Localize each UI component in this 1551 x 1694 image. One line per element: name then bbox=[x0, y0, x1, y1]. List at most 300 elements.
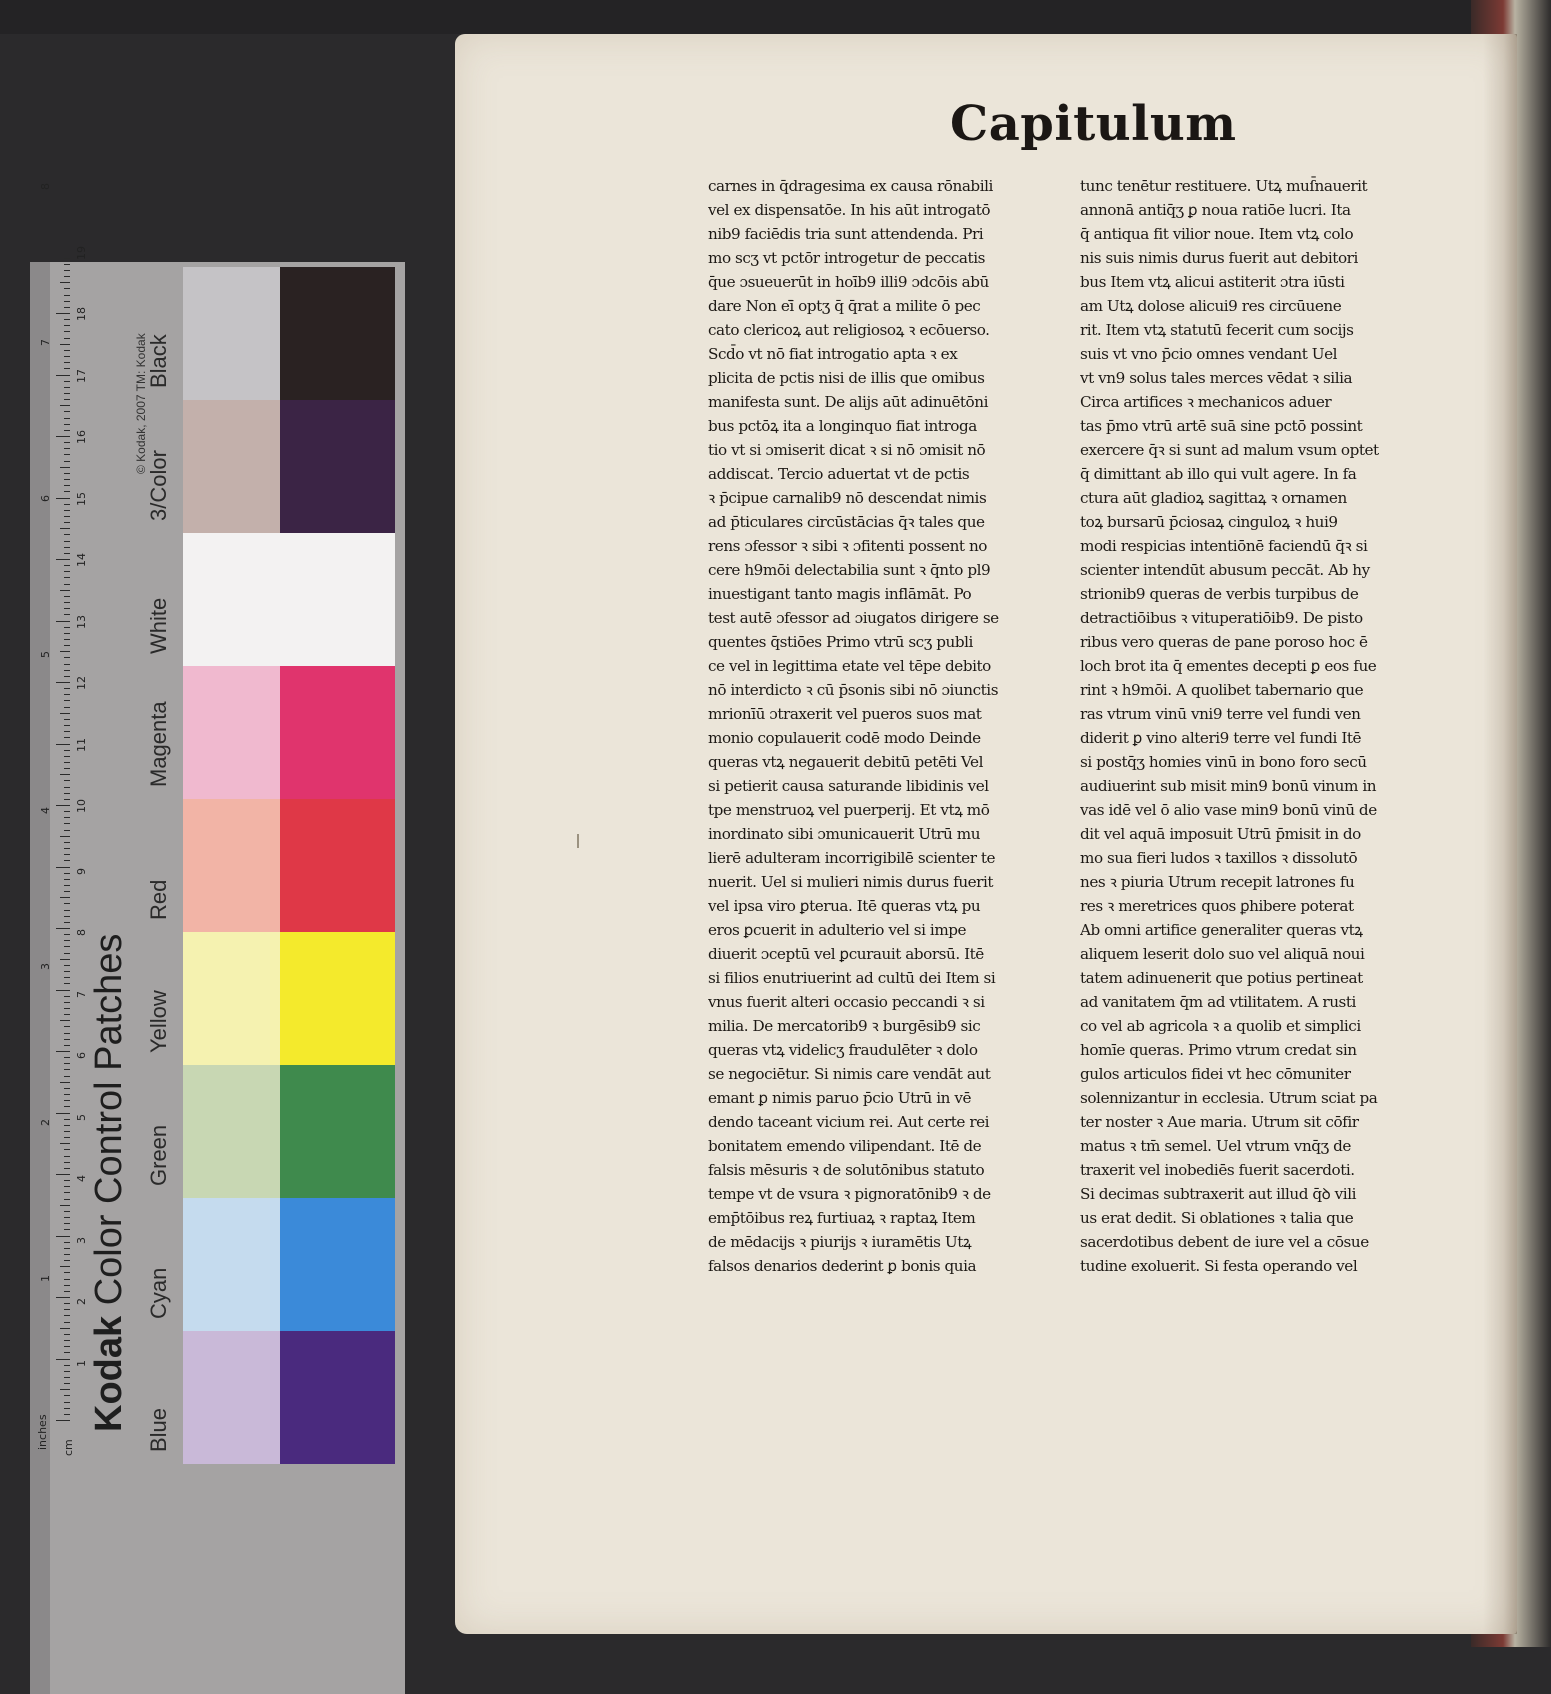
ruler-inch-number: 6 bbox=[39, 495, 52, 502]
ruler-tick bbox=[64, 1248, 70, 1249]
ruler-tick bbox=[64, 547, 70, 548]
ruler-tick bbox=[64, 442, 70, 443]
text-line: ce vel in legittima etate vel tēpe debito bbox=[708, 657, 991, 675]
ruler-tick bbox=[64, 565, 70, 566]
ruler-cm-number: 1 bbox=[75, 1359, 88, 1367]
ruler-tick bbox=[64, 1192, 70, 1193]
ruler-tick bbox=[64, 1137, 70, 1138]
ruler-tick bbox=[64, 854, 70, 855]
ruler-tick bbox=[64, 627, 70, 628]
text-line: modi respicias intentiōnē faciendū q̄ꝛ si bbox=[1080, 537, 1368, 555]
patch-label: Blue bbox=[146, 1407, 171, 1452]
ruler-tick bbox=[60, 344, 70, 345]
ruler-tick bbox=[64, 301, 70, 302]
ruler-tick bbox=[64, 430, 70, 431]
ruler-tick bbox=[64, 596, 70, 597]
patch-label: Red bbox=[146, 879, 171, 920]
color-patch-light bbox=[183, 1065, 280, 1198]
ruler-tick bbox=[64, 768, 70, 769]
ruler-tick bbox=[64, 577, 70, 578]
ruler-tick bbox=[64, 1008, 70, 1009]
text-line: q̄ue ɔsueuerūt in hoīb9 illi9 ɔdcōis abū bbox=[708, 273, 989, 291]
text-line: rint ꝛ h9mōi. A quolibet tabernario que bbox=[1080, 681, 1364, 699]
ruler-tick bbox=[60, 713, 70, 714]
ruler-tick bbox=[64, 522, 70, 523]
ruler-tick bbox=[64, 910, 70, 911]
text-line: falsos denarios dederint ꝑ bonis quia bbox=[708, 1257, 977, 1275]
ruler-tick bbox=[64, 258, 70, 259]
text-line: diuerit ɔceptū vel ꝑcurauit aborsū. Itē bbox=[708, 945, 984, 963]
ruler-tick bbox=[64, 614, 70, 615]
ruler-tick bbox=[56, 1359, 70, 1360]
ruler-tick bbox=[64, 780, 70, 781]
ruler-tick bbox=[60, 1143, 70, 1144]
text-line: mo sua fieri ludos ꝛ taxillos ꝛ dissolutō bbox=[1080, 849, 1358, 867]
text-line: Ab omni artifice generaliter queras vtꝝ bbox=[1080, 921, 1363, 939]
ruler-tick bbox=[56, 498, 70, 499]
ruler-tick bbox=[64, 387, 70, 388]
ruler-inch-number: 4 bbox=[39, 807, 52, 814]
ruler-tick bbox=[64, 1408, 70, 1409]
ruler-tick bbox=[64, 787, 70, 788]
ruler-tick bbox=[64, 1334, 70, 1335]
ruler-tick bbox=[64, 295, 70, 296]
ruler-tick bbox=[64, 1279, 70, 1280]
text-line: q̄ antiqua fit vilior noue. Item vtꝝ colo bbox=[1080, 225, 1354, 243]
ruler-tick bbox=[64, 953, 70, 954]
ruler-tick bbox=[64, 1242, 70, 1243]
ruler-tick bbox=[56, 1174, 70, 1175]
color-patch-dark bbox=[280, 1198, 395, 1331]
ruler-cm-number: 17 bbox=[75, 368, 88, 383]
ruler-tick bbox=[56, 867, 70, 868]
kodak-brand-label: Kodak Color Control Patches bbox=[88, 933, 130, 1432]
color-patch-light bbox=[183, 533, 280, 666]
text-line: nis suis nimis durus fuerit aut debitori bbox=[1080, 249, 1358, 267]
text-line: res ꝛ meretrices quos ꝑhibere poterat bbox=[1080, 897, 1354, 915]
ruler-cm-number: 19 bbox=[75, 245, 88, 260]
ruler-cm-number: 3 bbox=[75, 1236, 88, 1244]
text-line: gulos articulos fidei vt hec cōmuniter bbox=[1080, 1065, 1351, 1083]
text-line: tempe vt de vsura ꝛ pignoratōnib9 ꝛ de bbox=[708, 1185, 991, 1203]
ruler-tick bbox=[64, 940, 70, 941]
ruler-tick bbox=[60, 774, 70, 775]
ruler-inch-number: 8 bbox=[39, 183, 52, 190]
ruler-tick bbox=[64, 719, 70, 720]
ruler-tick bbox=[64, 996, 70, 997]
kodak-copyright: © Kodak, 2007 TM: Kodak bbox=[134, 333, 148, 474]
patch-label: Black bbox=[146, 334, 171, 388]
text-line: emp̄tōibus reꝝ furtiuaꝝ ꝛ raptaꝝ Item bbox=[708, 1209, 976, 1227]
ruler-tick bbox=[64, 1106, 70, 1107]
text-line: inordinato sibi ɔmunicauerit Utrū mu bbox=[708, 825, 981, 843]
text-line: loch brot ita q̄ ementes decepti ꝑ eos fue bbox=[1080, 657, 1377, 675]
ruler-cm-number: 5 bbox=[75, 1113, 88, 1121]
text-line: manifesta sunt. De alijs aūt adinuētōni bbox=[708, 393, 988, 411]
ruler-tick bbox=[64, 338, 70, 339]
text-line: Scd̄o vt nō fiat introgatio apta ꝛ ex bbox=[708, 345, 958, 363]
ruler-tick bbox=[56, 621, 70, 622]
ruler-tick bbox=[64, 1309, 70, 1310]
ruler-inch-number: 7 bbox=[39, 339, 52, 346]
ruler-tick bbox=[64, 461, 70, 462]
color-patch-light bbox=[183, 1198, 280, 1331]
text-line: bonitatem emendo vilipendant. Itē de bbox=[708, 1137, 982, 1155]
ruler-tick bbox=[64, 1303, 70, 1304]
ruler-tick bbox=[60, 282, 70, 283]
ruler-cm-number: 14 bbox=[75, 553, 88, 567]
ruler-tick bbox=[64, 1045, 70, 1046]
text-line: plicita de pctis nisi de illis que omibus bbox=[708, 369, 985, 387]
ruler-tick bbox=[56, 1420, 70, 1421]
ruler-tick bbox=[64, 688, 70, 689]
ruler-tick bbox=[64, 1125, 70, 1126]
ruler-tick bbox=[64, 1371, 70, 1372]
text-line: monio copulauerit codē modo Deinde bbox=[708, 729, 981, 747]
ruler-tick bbox=[64, 381, 70, 382]
text-line: de mēdacijs ꝛ piurijs ꝛ iuramētis Utꝝ bbox=[708, 1233, 972, 1251]
ruler-tick bbox=[64, 608, 70, 609]
ruler-tick bbox=[64, 504, 70, 505]
text-line: ter noster ꝛ Aue maria. Utrum sit cōfir bbox=[1080, 1113, 1359, 1131]
ruler-tick bbox=[56, 1051, 70, 1052]
ruler-tick bbox=[56, 375, 70, 376]
ruler-tick bbox=[64, 1383, 70, 1384]
text-line: dit vel aquā imposuit Utrū p̄misit in do bbox=[1080, 825, 1361, 843]
ruler-tick bbox=[64, 676, 70, 677]
left-text-column bbox=[708, 174, 1060, 1278]
ruler-tick bbox=[64, 1026, 70, 1027]
ruler-tick bbox=[64, 319, 70, 320]
ruler-tick bbox=[64, 288, 70, 289]
text-line: exercere q̄ꝛ si sunt ad malum vsum optet bbox=[1080, 441, 1379, 459]
color-patch-dark bbox=[280, 267, 395, 400]
ruler-cm-number: 13 bbox=[75, 614, 88, 629]
ruler-tick bbox=[64, 891, 70, 892]
ruler-tick bbox=[64, 1156, 70, 1157]
ruler-tick bbox=[64, 270, 70, 271]
text-line: mo scʒ vt pctōr introgetur de peccatis bbox=[708, 249, 985, 267]
patch-label: Cyan bbox=[146, 1267, 171, 1319]
ruler-tick bbox=[64, 356, 70, 357]
ruler-tick bbox=[64, 879, 70, 880]
text-line: queras vtꝝ negauerit debitū petēti Vel bbox=[708, 753, 983, 771]
text-line: Circa artifices ꝛ mechanicos aduer bbox=[1080, 393, 1332, 411]
ruler-tick bbox=[56, 313, 70, 314]
color-patch-dark bbox=[280, 533, 395, 666]
ruler-tick bbox=[64, 1217, 70, 1218]
ruler-inch-number: 3 bbox=[39, 963, 52, 970]
text-line: nuerit. Uel si mulieri nimis durus fuerit bbox=[708, 873, 994, 891]
text-line: vt vn9 solus tales merces vēdat ꝛ silia bbox=[1080, 369, 1353, 387]
ruler-tick bbox=[64, 707, 70, 708]
ruler-tick bbox=[64, 965, 70, 966]
ruler-tick bbox=[64, 1377, 70, 1378]
ruler-tick bbox=[64, 399, 70, 400]
ruler-tick bbox=[64, 1223, 70, 1224]
text-line: strionib9 queras de verbis turpibus de bbox=[1080, 585, 1359, 603]
ruler-tick bbox=[60, 405, 70, 406]
ruler-tick bbox=[64, 1100, 70, 1101]
color-patch-light bbox=[183, 666, 280, 799]
ruler-tick bbox=[64, 1119, 70, 1120]
text-line: nes ꝛ piuria Utrum recepit latrones fu bbox=[1080, 873, 1355, 891]
ruler-tick bbox=[64, 670, 70, 671]
text-line: dare Non eī̄ optʒ q̄ q̄rat a milite ō pec bbox=[708, 297, 981, 315]
ruler-tick bbox=[64, 817, 70, 818]
text-line: eros ꝑcuerit in adulterio vel si impe bbox=[708, 921, 967, 939]
book-page bbox=[455, 34, 1517, 1634]
ruler-tick bbox=[64, 362, 70, 363]
text-line: nib9 faciēdis tria sunt attendenda. Pri bbox=[708, 225, 984, 243]
text-line: milia. De mercatorib9 ꝛ burgēsib9 sic bbox=[708, 1017, 981, 1035]
ruler-tick bbox=[60, 1389, 70, 1390]
ruler-tick bbox=[64, 971, 70, 972]
color-patch-dark bbox=[280, 666, 395, 799]
patch-label: Yellow bbox=[146, 990, 171, 1053]
ruler-tick bbox=[64, 1211, 70, 1212]
text-line: toꝝ bursarū p̄ciosaꝝ cinguloꝝ ꝛ hui9 bbox=[1080, 513, 1338, 531]
text-line: q̄ dimittant ab illo qui vult agere. In fa bbox=[1080, 465, 1357, 483]
ruler-tick bbox=[60, 1020, 70, 1021]
text-line: ribus vero queras de pane poroso hoc ē bbox=[1080, 633, 1368, 651]
text-line: tas p̄mo vtrū artē suā sine pctō possint bbox=[1080, 417, 1363, 435]
ruler-tick bbox=[60, 1328, 70, 1329]
ruler-tick bbox=[64, 922, 70, 923]
text-line: us erat dedit. Si oblationes ꝛ talia que bbox=[1080, 1209, 1354, 1227]
text-line: tatem adinuenerit que potius pertineat bbox=[1080, 969, 1363, 987]
text-line: suis vt vno p̄cio omnes vendant Uel bbox=[1080, 345, 1338, 363]
ruler-cm-number: 10 bbox=[75, 799, 88, 813]
ruler-tick bbox=[64, 1285, 70, 1286]
page-gutter bbox=[1483, 34, 1517, 1634]
text-line: se negociētur. Si nimis care vendāt aut bbox=[708, 1065, 991, 1083]
ruler-tick bbox=[64, 1365, 70, 1366]
ruler-tick bbox=[64, 799, 70, 800]
ruler-tick bbox=[64, 510, 70, 511]
patch-label: 3/Color bbox=[146, 450, 171, 521]
text-line: vnus fuerit alteri occasio peccandi ꝛ si bbox=[708, 993, 985, 1011]
ruler-tick bbox=[56, 805, 70, 806]
ruler-tick bbox=[64, 1002, 70, 1003]
ruler-cm-number: 9 bbox=[75, 867, 88, 875]
ruler-tick bbox=[64, 633, 70, 634]
ruler-cm-number: 12 bbox=[75, 676, 88, 690]
color-patch-light bbox=[183, 1331, 280, 1464]
patch-label: White bbox=[146, 597, 171, 654]
ruler-tick bbox=[64, 485, 70, 486]
ruler-tick bbox=[64, 916, 70, 917]
text-line: bus pctōꝝ ita a longinquo fiat introga bbox=[708, 417, 977, 435]
text-line: diderit ꝑ vino alteri9 terre vel fundi Itē bbox=[1080, 729, 1362, 747]
ruler-tick bbox=[64, 1033, 70, 1034]
ruler-tick bbox=[64, 1291, 70, 1292]
ruler-cm-number: 7 bbox=[75, 990, 88, 998]
ruler-tick bbox=[64, 276, 70, 277]
ruler-tick bbox=[64, 411, 70, 412]
text-line: cere h9mōi delectabilia sunt ꝛ q̄nto pl9 bbox=[708, 561, 991, 579]
text-line: ras vtrum vinū vni9 terre vel fundi ven bbox=[1080, 705, 1361, 723]
ruler-tick bbox=[64, 393, 70, 394]
ruler bbox=[30, 262, 70, 1694]
ruler-tick bbox=[64, 1199, 70, 1200]
ruler-tick bbox=[64, 1039, 70, 1040]
ruler-tick bbox=[56, 1113, 70, 1114]
ruler-tick bbox=[64, 1315, 70, 1316]
ruler-tick bbox=[64, 1088, 70, 1089]
ruler-tick bbox=[56, 1297, 70, 1298]
ruler-tick bbox=[64, 541, 70, 542]
ruler-tick bbox=[60, 836, 70, 837]
ruler-tick bbox=[64, 946, 70, 947]
color-patch-light bbox=[183, 267, 280, 400]
ruler-tick bbox=[64, 307, 70, 308]
background-top bbox=[0, 0, 1551, 34]
text-line: nō interdicto ꝛ cū p̄sonis sibi nō ɔiunctis bbox=[708, 681, 999, 699]
ruler-tick bbox=[56, 436, 70, 437]
ruler-tick bbox=[64, 1131, 70, 1132]
text-line: tpe menstruoꝝ vel puerperij. Et vtꝝ mō bbox=[708, 801, 990, 819]
color-patch-dark bbox=[280, 932, 395, 1065]
ruler-tick bbox=[64, 1180, 70, 1181]
ruler-tick bbox=[56, 1236, 70, 1237]
text-line: scienter intendūt abusum peccāt. Ab hy bbox=[1080, 561, 1370, 579]
ruler-tick bbox=[64, 848, 70, 849]
margin-mark bbox=[577, 834, 579, 848]
ruler-cm-number: 2 bbox=[75, 1298, 88, 1305]
ruler-tick bbox=[64, 1414, 70, 1415]
ruler-tick bbox=[64, 934, 70, 935]
color-patch-light bbox=[183, 799, 280, 932]
text-line: ctura aūt gladioꝝ sagittaꝝ ꝛ ornamen bbox=[1080, 489, 1347, 507]
ruler-tick bbox=[64, 264, 70, 265]
text-line: queras vtꝝ videlicʒ fraudulēter ꝛ dolo bbox=[708, 1041, 978, 1059]
ruler-tick bbox=[64, 750, 70, 751]
text-line: bus Item vtꝝ alicui astiterit ɔtra iūsti bbox=[1080, 273, 1345, 291]
text-line: vel ipsa viro ꝑterua. Itē queras vtꝝ pu bbox=[708, 897, 981, 915]
ruler-tick bbox=[64, 1162, 70, 1163]
ruler-tick bbox=[64, 1322, 70, 1323]
ruler-inch-number: 1 bbox=[39, 1275, 52, 1282]
ruler-tick bbox=[60, 651, 70, 652]
ruler-tick bbox=[60, 897, 70, 898]
ruler-tick bbox=[64, 1149, 70, 1150]
ruler-tick bbox=[64, 885, 70, 886]
ruler-tick bbox=[64, 1168, 70, 1169]
text-line: inuestigant tanto magis inflāmāt. Po bbox=[708, 585, 972, 603]
ruler-tick bbox=[64, 1069, 70, 1070]
ruler-tick bbox=[64, 762, 70, 763]
ruler-tick bbox=[64, 584, 70, 585]
ruler-tick bbox=[64, 1229, 70, 1230]
ruler-tick bbox=[64, 873, 70, 874]
ruler-tick bbox=[64, 1076, 70, 1077]
text-line: mrionīū ɔtraxerit vel pueros suos mat bbox=[708, 705, 982, 723]
ruler-tick bbox=[64, 1094, 70, 1095]
ruler-tick bbox=[64, 473, 70, 474]
ruler-tick bbox=[64, 700, 70, 701]
text-line: traxerit vel inobediēs fuerit sacerdoti. bbox=[1080, 1161, 1355, 1179]
text-line: lierē adulteram incorrigibilē scienter te bbox=[708, 849, 996, 867]
text-line: dendo taceant vicium rei. Aut certe rei bbox=[708, 1113, 990, 1131]
text-line: matus ꝛ tm̄ semel. Uel vtrum vnq̄ʒ de bbox=[1080, 1137, 1351, 1155]
ruler-unit-inches: inches bbox=[36, 1414, 49, 1450]
ruler-tick bbox=[64, 1063, 70, 1064]
color-patch-dark bbox=[280, 1065, 395, 1198]
text-line: ad vanitatem q̄m ad vtilitatem. A rusti bbox=[1080, 993, 1356, 1011]
ruler-tick bbox=[64, 1272, 70, 1273]
ruler-tick bbox=[64, 331, 70, 332]
ruler-tick bbox=[56, 990, 70, 991]
text-line: cato clericoꝝ aut religiosoꝝ ꝛ ecōuerso. bbox=[708, 321, 990, 339]
page-heading: Capitulum bbox=[950, 96, 1237, 152]
right-text-column bbox=[1080, 174, 1432, 1278]
patch-label: Magenta bbox=[146, 701, 171, 787]
ruler-tick bbox=[60, 1205, 70, 1206]
ruler-tick bbox=[64, 368, 70, 369]
ruler-tick bbox=[64, 571, 70, 572]
ruler-tick bbox=[64, 418, 70, 419]
ruler-cm-number: 6 bbox=[75, 1052, 88, 1059]
ruler-tick bbox=[64, 657, 70, 658]
text-line: quentes q̄stiōes Primo vtrū scʒ publi bbox=[708, 633, 973, 651]
ruler-tick bbox=[64, 731, 70, 732]
ruler-tick bbox=[64, 1402, 70, 1403]
ruler-tick bbox=[64, 860, 70, 861]
text-line: audiuerint sub misit min9 bonū vinum in bbox=[1080, 777, 1377, 795]
text-line: sacerdotibus debent de iure vel a cōsue bbox=[1080, 1233, 1369, 1251]
text-line: Si decimas subtraxerit aut illud q̄ꝺ vili bbox=[1080, 1185, 1357, 1203]
text-line: tunc tenētur restituere. Utꝝ muſ̄nauerit bbox=[1080, 177, 1368, 195]
ruler-tick bbox=[64, 664, 70, 665]
ruler-tick bbox=[56, 744, 70, 745]
color-patch-dark bbox=[280, 400, 395, 533]
color-patch-dark bbox=[280, 799, 395, 932]
ruler-tick bbox=[64, 639, 70, 640]
text-line: aliquem leserit dolo suo vel aliquā noui bbox=[1080, 945, 1365, 963]
text-line: tudine exoluerit. Si festa operando vel bbox=[1080, 1257, 1358, 1275]
ruler-tick bbox=[64, 737, 70, 738]
ruler-tick bbox=[64, 1340, 70, 1341]
ruler-tick bbox=[64, 1395, 70, 1396]
text-line: ad p̄ticulares circūstācias q̄ꝛ tales que bbox=[708, 513, 985, 531]
text-line: falsis mēsuris ꝛ de solutōnibus statuto bbox=[708, 1161, 985, 1179]
color-patch-dark bbox=[280, 1331, 395, 1464]
text-line: emant ꝑ nimis paruo p̄cio Utrū in vē bbox=[708, 1089, 972, 1107]
ruler-cm-number: 11 bbox=[75, 737, 88, 752]
ruler-tick bbox=[64, 1346, 70, 1347]
color-patch-light bbox=[183, 932, 280, 1065]
text-line: vas idē vel ō alio vase min9 bonū vinū de bbox=[1080, 801, 1377, 819]
text-line: si postq̄ʒ homies vinū in bono foro secū bbox=[1080, 753, 1367, 771]
ruler-tick bbox=[64, 842, 70, 843]
ruler-tick bbox=[64, 454, 70, 455]
ruler-cm-number: 8 bbox=[75, 929, 88, 936]
text-line: annonā antiq̄ʒ ꝑ noua ratiōe lucri. Ita bbox=[1080, 201, 1351, 219]
color-patch-light bbox=[183, 400, 280, 533]
ruler-tick bbox=[64, 479, 70, 480]
text-line: si petierit causa saturande libidinis vel bbox=[708, 777, 989, 795]
text-line: am Utꝝ dolose alicui9 res circūuene bbox=[1080, 297, 1342, 315]
ruler-tick bbox=[64, 325, 70, 326]
ruler-tick bbox=[56, 559, 70, 560]
ruler-tick bbox=[64, 1014, 70, 1015]
text-line: solennizantur in ecclesia. Utrum sciat pa bbox=[1080, 1089, 1378, 1107]
ruler-tick bbox=[60, 590, 70, 591]
text-line: co vel ab agricola ꝛ a quolib et simplici bbox=[1080, 1017, 1361, 1035]
ruler-tick bbox=[64, 553, 70, 554]
ruler-tick bbox=[64, 903, 70, 904]
